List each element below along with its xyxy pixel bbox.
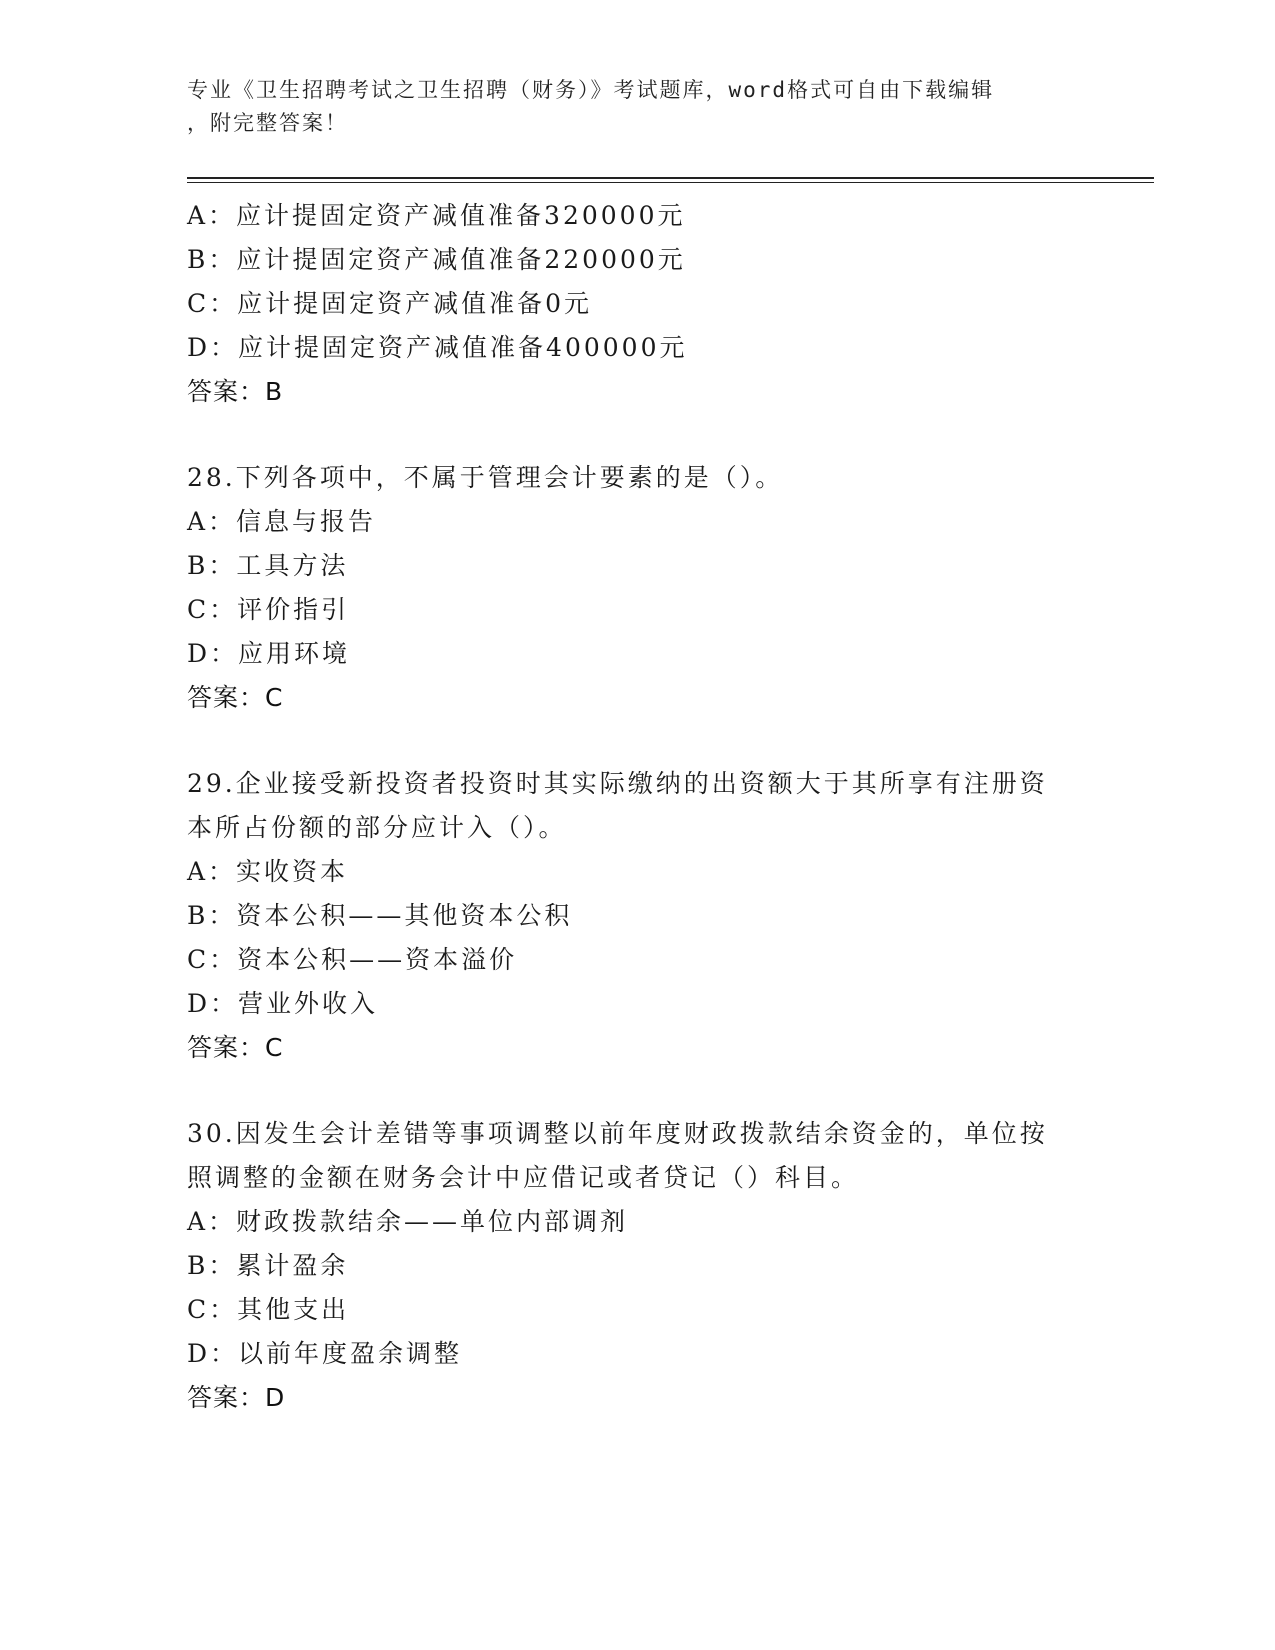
q29-option-c: C：资本公积——资本溢价 <box>187 945 518 974</box>
q29-option-d: D：营业外收入 <box>187 989 379 1018</box>
q28-answer: 答案：C <box>187 683 284 712</box>
q28-option-d: D：应用环境 <box>187 639 351 668</box>
q30-option-d: D：以前年度盈余调整 <box>187 1339 463 1368</box>
q30-option-b: B：累计盈余 <box>187 1251 349 1280</box>
q30-option-a: A：财政拨款结余——单位内部调剂 <box>187 1207 629 1236</box>
q27-option-b: B：应计提固定资产减值准备220000元 <box>187 245 686 274</box>
q28-option-a: A：信息与报告 <box>187 507 377 536</box>
header-rule-thin <box>187 182 1154 183</box>
q30-stem-line-2: 照调整的金额在财务会计中应借记或者贷记（）科目。 <box>187 1163 860 1192</box>
q27-option-d: D：应计提固定资产减值准备400000元 <box>187 333 688 362</box>
q27-answer: 答案：B <box>187 377 284 406</box>
header-rule-thick <box>187 177 1154 179</box>
q29-option-b: B：资本公积——其他资本公积 <box>187 901 573 930</box>
document-header <box>187 74 1087 140</box>
q27-option-a: A：应计提固定资产减值准备320000元 <box>187 201 686 230</box>
q28-option-b: B：工具方法 <box>187 551 349 580</box>
header-line-1: 专业《卫生招聘考试之卫生招聘（财务）》考试题库，word格式可自由下载编辑 <box>187 78 995 102</box>
q28-stem: 28.下列各项中，不属于管理会计要素的是（）。 <box>187 463 784 492</box>
q30-answer: 答案：D <box>187 1383 286 1412</box>
q28-option-c: C：评价指引 <box>187 595 350 624</box>
q29-option-a: A：实收资本 <box>187 857 349 886</box>
q29-stem-line-1: 29.企业接受新投资者投资时其实际缴纳的出资额大于其所享有注册资 <box>187 769 1048 798</box>
q29-stem-line-2: 本所占份额的部分应计入（）。 <box>187 813 567 842</box>
q27-option-c: C：应计提固定资产减值准备0元 <box>187 289 593 318</box>
q30-stem-line-1: 30.因发生会计差错等事项调整以前年度财政拨款结余资金的，单位按 <box>187 1119 1048 1148</box>
q30-option-c: C：其他支出 <box>187 1295 350 1324</box>
q29-answer: 答案：C <box>187 1033 284 1062</box>
header-line-2: ，附完整答案！ <box>187 111 348 135</box>
